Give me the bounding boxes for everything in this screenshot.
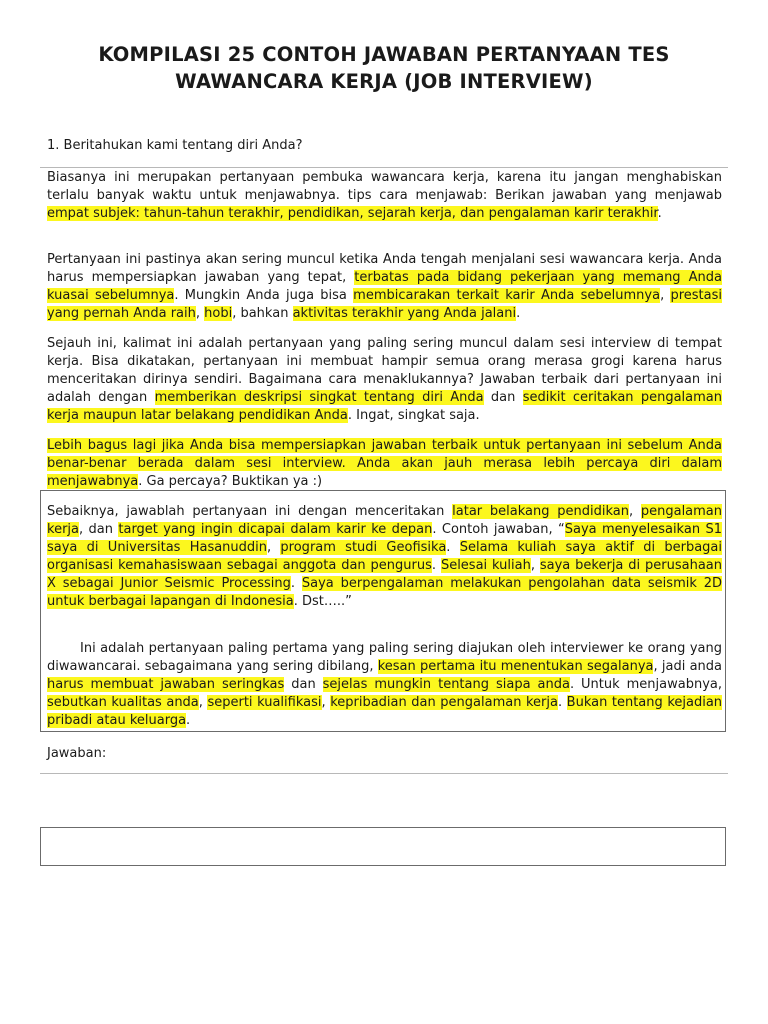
text-run: ,: [660, 288, 671, 303]
text-run: . Untuk menjawabnya,: [569, 677, 722, 692]
answer-divider: [40, 773, 728, 774]
highlight: prestasi yang pernah Anda raih: [47, 288, 722, 321]
highlight: saya bekerja di perusahaan X sebagai Junior Seismic Processing: [47, 558, 723, 591]
paragraph-5: [47, 503, 722, 611]
text-run: , dan: [79, 522, 119, 537]
text-run: , bahkan: [232, 306, 293, 321]
example-answer-box: [40, 490, 726, 732]
highlight: empat subjek: tahun-tahun terakhir, pendidikan, sejarah kerja, dan pengalaman karir terakhir: [47, 206, 658, 221]
text-run: . Dst…..”: [293, 594, 352, 609]
highlight: Selama kuliah saya aktif di berbagai organisasi kemahasiswaan sebagai anggota dan pengurus: [47, 540, 722, 573]
paragraph-3: [47, 335, 722, 425]
text-run: dan: [284, 677, 323, 692]
text-run: . Mungkin Anda juga bisa: [174, 288, 354, 303]
paragraph-6: [47, 640, 722, 730]
paragraph-1: [47, 169, 722, 223]
highlight: kepribadian dan pengalaman kerja: [330, 695, 558, 710]
highlight: Bukan tentang kejadian pribadi atau keluarga: [47, 695, 723, 728]
highlight: sejelas mungkin tentang siapa anda: [322, 677, 570, 692]
title-line-2: WAWANCARA KERJA (JOB INTERVIEW): [175, 70, 593, 93]
highlight: latar belakang pendidikan: [452, 504, 629, 519]
text-run: ,: [195, 306, 205, 321]
highlight: terbatas pada bidang pekerjaan yang memang Anda kuasai sebelumnya: [47, 270, 722, 303]
text-run: ,: [530, 558, 540, 573]
text-run: dan: [483, 390, 523, 405]
highlight: sedikit ceritakan pengalaman kerja maupun latar belakang pendidikan Anda: [47, 390, 722, 423]
highlight: memberikan deskripsi singkat tentang diri Anda: [154, 390, 484, 405]
text-run: .: [657, 206, 662, 221]
highlight: aktivitas terakhir yang Anda jalani: [292, 306, 517, 321]
text-run: .: [557, 695, 567, 710]
text-run: .: [431, 558, 441, 573]
paragraph-2: [47, 251, 722, 323]
text-run: Biasanya ini merupakan pertanyaan pembuka wawancara kerja, karena itu jangan menghabiskan terlalu banyak waktu untuk menjawabnya. tips cara menjawab: Berikan jawaban yang menjawab: [47, 170, 722, 203]
text-run: . Ingat, singkat saja.: [347, 408, 480, 423]
answer-box: [40, 827, 726, 866]
text-run: ,: [321, 695, 331, 710]
text-run: Sejauh ini, kalimat ini adalah pertanyaan yang paling sering muncul dalam sesi interview di tempat kerja. Bisa dikatakan, pertanyaan ini membuat hampir semua orang merasa grogi karena harus menceritakan dirinya sendiri. Bagaimana cara menaklukannya? Jawaban terbaik dari pertanyaan ini adalah dengan: [47, 336, 722, 405]
title-line-1: KOMPILASI 25 CONTOH JAWABAN PERTANYAAN TES: [98, 43, 670, 66]
highlight: seperti kualifikasi: [207, 695, 322, 710]
highlight: hobi: [204, 306, 233, 321]
text-run: ,: [198, 695, 208, 710]
question-heading: 1. Beritahukan kami tentang diri Anda?: [47, 138, 303, 153]
text-run: .: [186, 713, 191, 728]
text-run: Ini adalah pertanyaan paling pertama yang paling sering diajukan oleh interviewer ke orang yang diwawancarai. sebagaimana yang sering dibilang,: [47, 641, 722, 674]
paragraph-4: [47, 437, 722, 491]
text-run: , jadi anda: [653, 659, 722, 674]
text-run: Pertanyaan ini pastinya akan sering muncul ketika Anda tengah menjalani sesi wawancara kerja. Anda harus mempersiapkan jawaban yang tepat,: [47, 252, 722, 285]
highlight: Saya berpengalaman melakukan pengolahan data seismik 2D untuk berbagai lapangan di Indonesia: [47, 576, 723, 609]
highlight: membicarakan terkait karir Anda sebelumnya: [353, 288, 661, 303]
highlight: program studi Geofisika: [280, 540, 447, 555]
text-run: ,: [267, 540, 281, 555]
highlight: sebutkan kualitas anda: [47, 695, 199, 710]
text-run: .: [446, 540, 460, 555]
document-title: [40, 41, 728, 95]
highlight: Saya menyelesaikan S1 saya di Universitas Hasanuddin: [47, 522, 722, 555]
highlight: kesan pertama itu menentukan segalanya: [377, 659, 654, 674]
text-run: ,: [628, 504, 641, 519]
highlight: Selesai kuliah: [440, 558, 531, 573]
highlight: harus membuat jawaban seringkas: [47, 677, 285, 692]
highlight: Lebih bagus lagi jika Anda bisa mempersiapkan jawaban terbaik untuk pertanyaan ini sebelum Anda benar-benar berada dalam sesi interview. Anda akan jauh merasa lebih percaya diri dalam menjawabnya: [47, 438, 722, 489]
text-run: Sebaiknya, jawablah pertanyaan ini dengan menceritakan: [47, 504, 453, 519]
text-run: . Ga percaya? Buktikan ya :): [138, 474, 323, 489]
divider-top: [40, 167, 728, 168]
text-run: . Contoh jawaban, “: [432, 522, 565, 537]
answer-label: Jawaban:: [47, 746, 107, 761]
text-run: .: [516, 306, 521, 321]
text-run: .: [290, 576, 302, 591]
highlight: pengalaman kerja: [47, 504, 723, 537]
highlight: target yang ingin dicapai dalam karir ke depan: [118, 522, 433, 537]
